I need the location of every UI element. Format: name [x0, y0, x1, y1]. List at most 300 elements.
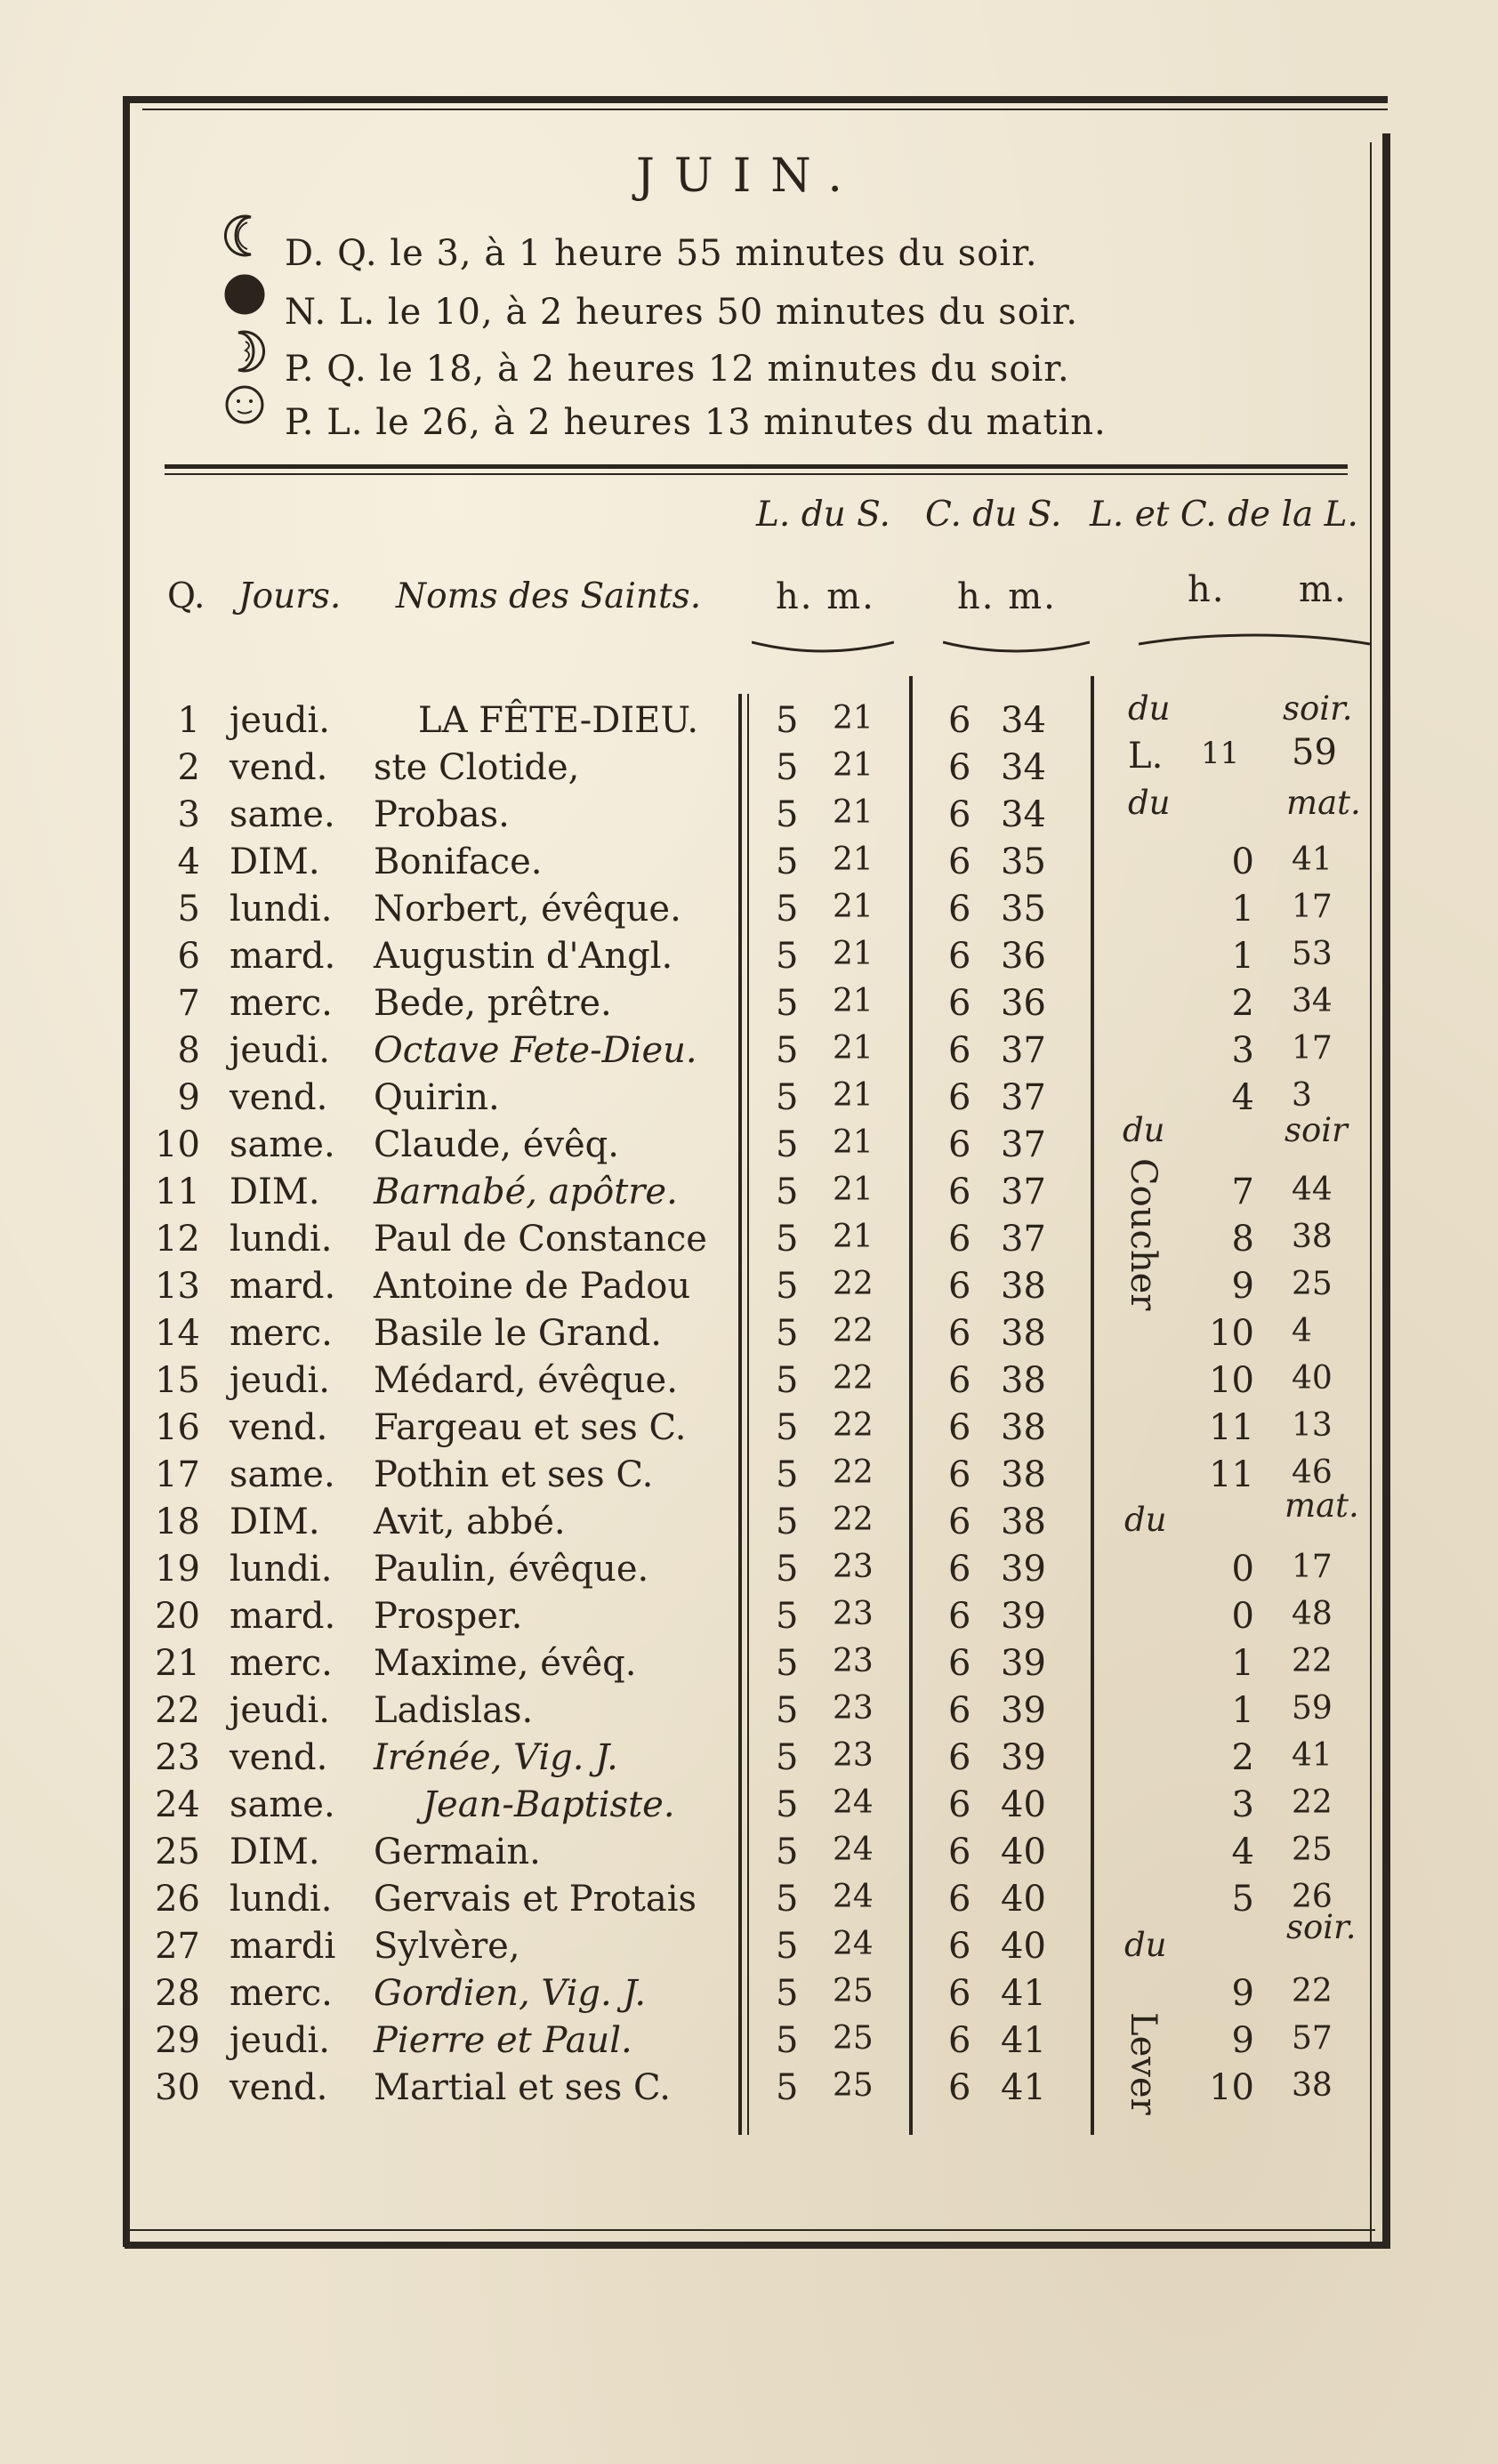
new-moon-icon [222, 272, 267, 317]
day-number: 29 [155, 2020, 200, 2061]
sunrise-minute: 25 [833, 2020, 874, 2057]
sunset-minute: 40 [1001, 1784, 1046, 1825]
sunset-minute: 34 [1001, 794, 1046, 835]
sunrise-hour: 5 [776, 1360, 799, 1401]
moon-minute: 13 [1292, 1407, 1333, 1444]
moon-hour: 0 [1231, 1549, 1254, 1590]
day-number: 23 [155, 1737, 200, 1778]
weekday: lundi. [230, 889, 333, 930]
brace-moon [1139, 633, 1370, 646]
day-number: 26 [155, 1879, 200, 1920]
sunset-minute: 34 [1001, 747, 1046, 788]
day-number: 8 [177, 1030, 200, 1071]
moon-minute: 40 [1292, 1360, 1333, 1397]
saint-name: Gervais et Protais [374, 1879, 697, 1920]
sunset-hour: 6 [948, 1690, 971, 1731]
sunrise-hour: 5 [776, 747, 799, 788]
sunset-minute: 38 [1001, 1454, 1046, 1495]
moon-hour: 1 [1231, 936, 1254, 977]
saint-name: Ladislas. [374, 1690, 534, 1731]
moon-hour: 4 [1231, 1077, 1254, 1118]
moon-minute: 17 [1292, 1549, 1333, 1585]
moon-hour: 11 [1209, 1407, 1254, 1448]
sunrise-hour: 5 [776, 794, 799, 835]
moon-minute: 46 [1292, 1454, 1333, 1491]
saint-name: Jean-Baptiste. [423, 1784, 675, 1825]
moon-note-du-2: du [1128, 784, 1171, 822]
sunrise-minute: 22 [833, 1407, 874, 1444]
saint-name: ste Clotide, [374, 747, 580, 788]
weekday: DIM. [230, 841, 320, 882]
sunset-minute: 37 [1001, 1077, 1046, 1118]
brace-sunset [943, 640, 1090, 653]
weekday: merc. [230, 1973, 333, 2014]
day-number: 20 [155, 1596, 200, 1637]
sunset-hour: 6 [948, 1784, 971, 1825]
saint-name: Barnabé, apôtre. [374, 1172, 678, 1212]
moon-minute: 48 [1292, 1596, 1333, 1632]
sunrise-hour: 5 [776, 1172, 799, 1212]
header-hm-sunset: h. m. [957, 576, 1057, 617]
last-quarter-moon-icon [222, 213, 267, 258]
sunset-minute: 38 [1001, 1502, 1046, 1542]
sunrise-minute: 21 [833, 841, 874, 878]
sunset-minute: 36 [1001, 936, 1046, 977]
sunrise-minute: 22 [833, 1360, 874, 1397]
sunrise-hour: 5 [776, 889, 799, 930]
moon-hour: 9 [1231, 2020, 1254, 2061]
saint-name: Pierre et Paul. [374, 2020, 632, 2061]
sunrise-hour: 5 [776, 2067, 799, 2108]
weekday: merc. [230, 1313, 333, 1354]
page-title: JUIN. [636, 149, 862, 203]
weekday: lundi. [230, 1879, 333, 1920]
moon-minute: 22 [1292, 1643, 1333, 1679]
sunrise-hour: 5 [776, 1832, 799, 1872]
moon-minute: 25 [1292, 1266, 1333, 1302]
column-rule-1b [747, 694, 749, 2135]
day-number: 24 [155, 1784, 200, 1825]
sunrise-hour: 5 [776, 983, 799, 1024]
sunrise-minute: 22 [833, 1313, 874, 1349]
header-jours: Jours. [238, 576, 342, 616]
saint-name: Bede, prêtre. [374, 983, 612, 1024]
brace-sunrise [752, 640, 894, 653]
frame-bottom-thin-rule [130, 2229, 1375, 2231]
sunset-hour: 6 [948, 1643, 971, 1684]
weekday: same. [230, 1124, 335, 1165]
sunrise-hour: 5 [776, 1643, 799, 1684]
sunset-hour: 6 [948, 1077, 971, 1118]
sunset-minute: 39 [1001, 1737, 1046, 1778]
moon-minute: 44 [1292, 1172, 1333, 1208]
saint-name: Maxime, évêq. [374, 1643, 637, 1684]
sunrise-minute: 23 [833, 1596, 874, 1632]
sunrise-hour: 5 [776, 1502, 799, 1542]
saint-name: Martial et ses C. [374, 2067, 671, 2108]
moon-phase-new: N. L. le 10, à 2 heures 50 minutes du soir. [285, 292, 1079, 333]
sunrise-hour: 5 [776, 1596, 799, 1637]
moon-hour: 5 [1231, 1879, 1254, 1920]
saint-name: Pothin et ses C. [374, 1454, 654, 1495]
weekday: jeudi. [230, 700, 330, 741]
saint-name: Probas. [374, 794, 510, 835]
sunrise-hour: 5 [776, 1077, 799, 1118]
saint-name: Irénée, Vig. J. [374, 1737, 618, 1778]
weekday: same. [230, 1454, 335, 1495]
sunrise-minute: 24 [833, 1832, 874, 1868]
header-hm-sunrise: h. m. [776, 576, 875, 617]
moon-hour: 10 [1209, 1360, 1254, 1401]
weekday: jeudi. [230, 2020, 330, 2061]
sunset-hour: 6 [948, 841, 971, 882]
day-number: 1 [177, 700, 200, 741]
weekday: mard. [230, 1596, 336, 1637]
moon-hour: 2 [1231, 1737, 1254, 1778]
day-number: 13 [155, 1266, 200, 1307]
saint-name: Claude, évêq. [374, 1124, 619, 1165]
saint-name: Gordien, Vig. J. [374, 1973, 647, 2014]
sunset-minute: 35 [1001, 889, 1046, 930]
sunset-hour: 6 [948, 1030, 971, 1071]
sunset-minute: 38 [1001, 1313, 1046, 1354]
saint-name: Avit, abbé. [374, 1502, 566, 1542]
moon-note-du-4: du [1124, 1501, 1167, 1539]
saint-name: Boniface. [374, 841, 543, 882]
moon-minute: 53 [1292, 936, 1333, 972]
sunset-hour: 6 [948, 794, 971, 835]
moon-hour: 3 [1231, 1784, 1254, 1825]
sunrise-minute: 23 [833, 1643, 874, 1679]
header-sunrise: L. du S. [756, 495, 890, 535]
sunrise-minute: 24 [833, 1926, 874, 1962]
sunset-hour: 6 [948, 1832, 971, 1872]
sunset-hour: 6 [948, 889, 971, 930]
weekday: same. [230, 1784, 335, 1825]
sunset-hour: 6 [948, 747, 971, 788]
sunset-hour: 6 [948, 1879, 971, 1920]
sunrise-minute: 24 [833, 1879, 874, 1915]
saint-name: Médard, évêque. [374, 1360, 678, 1401]
day-number: 27 [155, 1926, 200, 1967]
sunrise-minute: 24 [833, 1784, 874, 1821]
sunset-hour: 6 [948, 1926, 971, 1967]
saint-name: Paul de Constance [374, 1219, 707, 1260]
weekday: DIM. [230, 1172, 320, 1212]
moon-minute: 17 [1292, 889, 1333, 925]
moon-hour: 4 [1231, 1832, 1254, 1872]
moon-hour: 1 [1231, 1690, 1254, 1731]
header-sunset: C. du S. [925, 495, 1062, 535]
sunset-minute: 38 [1001, 1407, 1046, 1448]
sunset-minute: 41 [1001, 1973, 1046, 2014]
moon-minute: 22 [1292, 1784, 1333, 1821]
sunset-minute: 36 [1001, 983, 1046, 1024]
saint-name: Paulin, évêque. [374, 1549, 649, 1590]
sunrise-hour: 5 [776, 700, 799, 741]
day-number: 22 [155, 1690, 200, 1731]
sunrise-hour: 5 [776, 1973, 799, 2014]
saint-name: Octave Fete-Dieu. [374, 1030, 697, 1071]
moon-phase-first-quarter: P. Q. le 18, à 2 heures 12 minutes du soir. [285, 349, 1070, 390]
sunset-hour: 6 [948, 2020, 971, 2061]
frame-right-thin-rule [1370, 142, 1372, 2242]
sunset-hour: 6 [948, 1313, 971, 1354]
sunset-minute: 39 [1001, 1643, 1046, 1684]
sunrise-hour: 5 [776, 1879, 799, 1920]
moon-hour: 9 [1231, 1266, 1254, 1307]
moon-note-coucher: Coucher [1123, 1158, 1164, 1311]
header-h-moon: h. [1188, 569, 1226, 610]
moon-hour: 8 [1231, 1219, 1254, 1260]
sunrise-minute: 21 [833, 1030, 874, 1067]
header-separator [165, 464, 1348, 469]
day-number: 3 [177, 794, 200, 835]
sunrise-hour: 5 [776, 1266, 799, 1307]
day-number: 16 [155, 1407, 200, 1448]
sunrise-hour: 5 [776, 1124, 799, 1165]
saint-name: Quirin. [374, 1077, 500, 1118]
moon-hour: 2 [1231, 983, 1254, 1024]
weekday: DIM. [230, 1832, 320, 1872]
sunrise-hour: 5 [776, 1030, 799, 1071]
day-number: 9 [177, 1077, 200, 1118]
day-number: 14 [155, 1313, 200, 1354]
sunset-minute: 38 [1001, 1360, 1046, 1401]
sunset-minute: 39 [1001, 1596, 1046, 1637]
saint-name: LA FÊTE-DIEU. [418, 700, 699, 741]
moon-note-mat-1: mat. [1286, 784, 1361, 822]
saint-name: Prosper. [374, 1596, 523, 1637]
moon-minute: 3 [1292, 1077, 1312, 1114]
moon-phase-full: P. L. le 26, à 2 heures 13 minutes du matin. [285, 402, 1107, 443]
sunrise-hour: 5 [776, 1407, 799, 1448]
sunset-hour: 6 [948, 1596, 971, 1637]
day-number: 4 [177, 841, 200, 882]
moon-note-du-1: du [1128, 689, 1171, 728]
moon-hour: 1 [1231, 889, 1254, 930]
moon-note-soir-2: soir [1285, 1111, 1348, 1149]
header-moon: L. et C. de la L. [1090, 495, 1358, 535]
sunrise-hour: 5 [776, 1219, 799, 1260]
weekday: jeudi. [230, 1690, 330, 1731]
sunset-hour: 6 [948, 1737, 971, 1778]
moon-phase-last-quarter: D. Q. le 3, à 1 heure 55 minutes du soir. [285, 233, 1038, 274]
moon-hour: 10 [1209, 1313, 1254, 1354]
sunrise-minute: 23 [833, 1549, 874, 1585]
sunrise-hour: 5 [776, 1737, 799, 1778]
moon-hour: 0 [1231, 841, 1254, 882]
day-number: 18 [155, 1502, 200, 1542]
sunrise-minute: 21 [833, 794, 874, 831]
sunrise-hour: 5 [776, 841, 799, 882]
weekday: lundi. [230, 1219, 333, 1260]
weekday: mardi [230, 1926, 336, 1967]
moon-minute: 38 [1292, 2067, 1333, 2104]
saint-name: Antoine de Padou [374, 1266, 691, 1307]
sunrise-hour: 5 [776, 936, 799, 977]
sunset-minute: 41 [1001, 2020, 1046, 2061]
saint-name: Norbert, évêque. [374, 889, 681, 930]
sunset-hour: 6 [948, 1502, 971, 1542]
sunrise-minute: 25 [833, 2067, 874, 2104]
sunset-minute: 41 [1001, 2067, 1046, 2108]
column-rule-3 [1091, 676, 1094, 2135]
moon-hour: 9 [1231, 1973, 1254, 2014]
weekday: jeudi. [230, 1360, 330, 1401]
moon-note-du-3: du [1123, 1111, 1165, 1149]
sunset-minute: 40 [1001, 1926, 1046, 1967]
saint-name: Sylvère, [374, 1926, 520, 1967]
sunrise-minute: 21 [833, 983, 874, 1019]
sunrise-minute: 21 [833, 1077, 874, 1114]
day-number: 2 [177, 747, 200, 788]
sunrise-minute: 22 [833, 1266, 874, 1302]
moon-minute: 41 [1292, 1737, 1333, 1774]
sunset-hour: 6 [948, 983, 971, 1024]
moon-hour: 3 [1231, 1030, 1254, 1071]
day-number: 15 [155, 1360, 200, 1401]
weekday: merc. [230, 983, 333, 1024]
moon-minute: 4 [1292, 1313, 1312, 1349]
frame-right-rule [1382, 133, 1390, 2249]
sunset-hour: 6 [948, 700, 971, 741]
day-number: 28 [155, 1973, 200, 2014]
sunrise-hour: 5 [776, 1926, 799, 1967]
sunrise-hour: 5 [776, 1784, 799, 1825]
sunset-hour: 6 [948, 1172, 971, 1212]
sunset-hour: 6 [948, 1219, 971, 1260]
saint-name: Germain. [374, 1832, 541, 1872]
day-number: 11 [155, 1172, 200, 1212]
sunrise-minute: 21 [833, 889, 874, 925]
weekday: merc. [230, 1643, 333, 1684]
day-number: 19 [155, 1549, 200, 1590]
sunrise-hour: 5 [776, 1690, 799, 1731]
moon-hour: 1 [1231, 1643, 1254, 1684]
day-number: 7 [177, 983, 200, 1024]
sunrise-minute: 23 [833, 1690, 874, 1727]
sunrise-minute: 23 [833, 1737, 874, 1774]
sunset-minute: 40 [1001, 1832, 1046, 1872]
sunrise-minute: 21 [833, 936, 874, 972]
moon-note-lever: Lever [1123, 2012, 1164, 2115]
weekday: DIM. [230, 1502, 320, 1542]
moon-minute: 17 [1292, 1030, 1333, 1067]
sunrise-minute: 21 [833, 1219, 874, 1255]
sunset-minute: 35 [1001, 841, 1046, 882]
header-q: Q. [167, 576, 205, 616]
day-number: 17 [155, 1454, 200, 1495]
sunset-minute: 40 [1001, 1879, 1046, 1920]
day-number: 30 [155, 2067, 200, 2108]
weekday: vend. [230, 1407, 328, 1448]
frame-left-rule [123, 96, 130, 2247]
sunset-hour: 6 [948, 1407, 971, 1448]
sunset-minute: 39 [1001, 1549, 1046, 1590]
moon-note-du-5: du [1124, 1926, 1167, 1964]
sunrise-hour: 5 [776, 2020, 799, 2061]
moon-note-soir-1: soir. [1283, 689, 1353, 728]
sunset-hour: 6 [948, 1360, 971, 1401]
moon-minute: 38 [1292, 1219, 1333, 1255]
sunset-hour: 6 [948, 1266, 971, 1307]
weekday: vend. [230, 2067, 328, 2108]
weekday: vend. [230, 1077, 328, 1118]
day-number: 12 [155, 1219, 200, 1260]
weekday: same. [230, 794, 335, 835]
frame-bottom-rule [125, 2242, 1390, 2249]
saint-name: Basile le Grand. [374, 1313, 662, 1354]
moon-minute: 26 [1292, 1879, 1333, 1915]
day-number: 21 [155, 1643, 200, 1684]
sunset-minute: 39 [1001, 1690, 1046, 1731]
weekday: mard. [230, 936, 336, 977]
sunrise-minute: 21 [833, 700, 874, 737]
sunrise-minute: 21 [833, 1172, 874, 1208]
moon-hour: 7 [1231, 1172, 1254, 1212]
sunset-minute: 38 [1001, 1266, 1046, 1307]
day-number: 6 [177, 936, 200, 977]
moon-minute: 59 [1292, 1690, 1333, 1727]
weekday: vend. [230, 747, 328, 788]
moon-minute: 22 [1292, 1973, 1333, 2009]
moon-hour: 10 [1209, 2067, 1254, 2108]
sunset-hour: 6 [948, 2067, 971, 2108]
moon-minute: 57 [1292, 2020, 1333, 2057]
header-m-moon: m. [1299, 569, 1348, 610]
day-number: 25 [155, 1832, 200, 1872]
weekday: vend. [230, 1737, 328, 1778]
sunset-hour: 6 [948, 936, 971, 977]
moon-note-l-hour: 11 [1201, 736, 1240, 771]
day-number: 5 [177, 889, 200, 930]
sunrise-minute: 21 [833, 747, 874, 784]
column-rule-2 [909, 676, 913, 2135]
sunrise-hour: 5 [776, 1313, 799, 1354]
moon-note-soir-3: soir. [1286, 1908, 1357, 1946]
sunset-minute: 37 [1001, 1124, 1046, 1165]
moon-note-l-minute: 59 [1292, 732, 1337, 773]
moon-minute: 34 [1292, 983, 1333, 1019]
first-quarter-moon-icon [222, 329, 267, 374]
frame-top-rule [125, 96, 1388, 103]
sunset-hour: 6 [948, 1454, 971, 1495]
sunrise-hour: 5 [776, 1549, 799, 1590]
saint-name: Fargeau et ses C. [374, 1407, 687, 1448]
sunrise-minute: 22 [833, 1454, 874, 1491]
moon-minute: 41 [1292, 841, 1333, 878]
frame-top-thin-rule [142, 109, 1388, 110]
sunrise-minute: 22 [833, 1502, 874, 1538]
weekday: lundi. [230, 1549, 333, 1590]
header-saints: Noms des Saints. [396, 576, 702, 616]
sunrise-minute: 25 [833, 1973, 874, 2009]
sunset-hour: 6 [948, 1973, 971, 2014]
sunset-hour: 6 [948, 1549, 971, 1590]
moon-note-mat-2: mat. [1285, 1486, 1359, 1525]
saint-name: Augustin d'Angl. [374, 936, 673, 977]
moon-hour: 11 [1209, 1454, 1254, 1495]
weekday: jeudi. [230, 1030, 330, 1071]
day-number: 10 [155, 1124, 200, 1165]
moon-minute: 25 [1292, 1832, 1333, 1868]
moon-note-l-label: L. [1128, 736, 1164, 777]
header-separator-thin [165, 473, 1348, 475]
sunset-minute: 37 [1001, 1219, 1046, 1260]
sunrise-hour: 5 [776, 1454, 799, 1495]
moon-hour: 0 [1231, 1596, 1254, 1637]
